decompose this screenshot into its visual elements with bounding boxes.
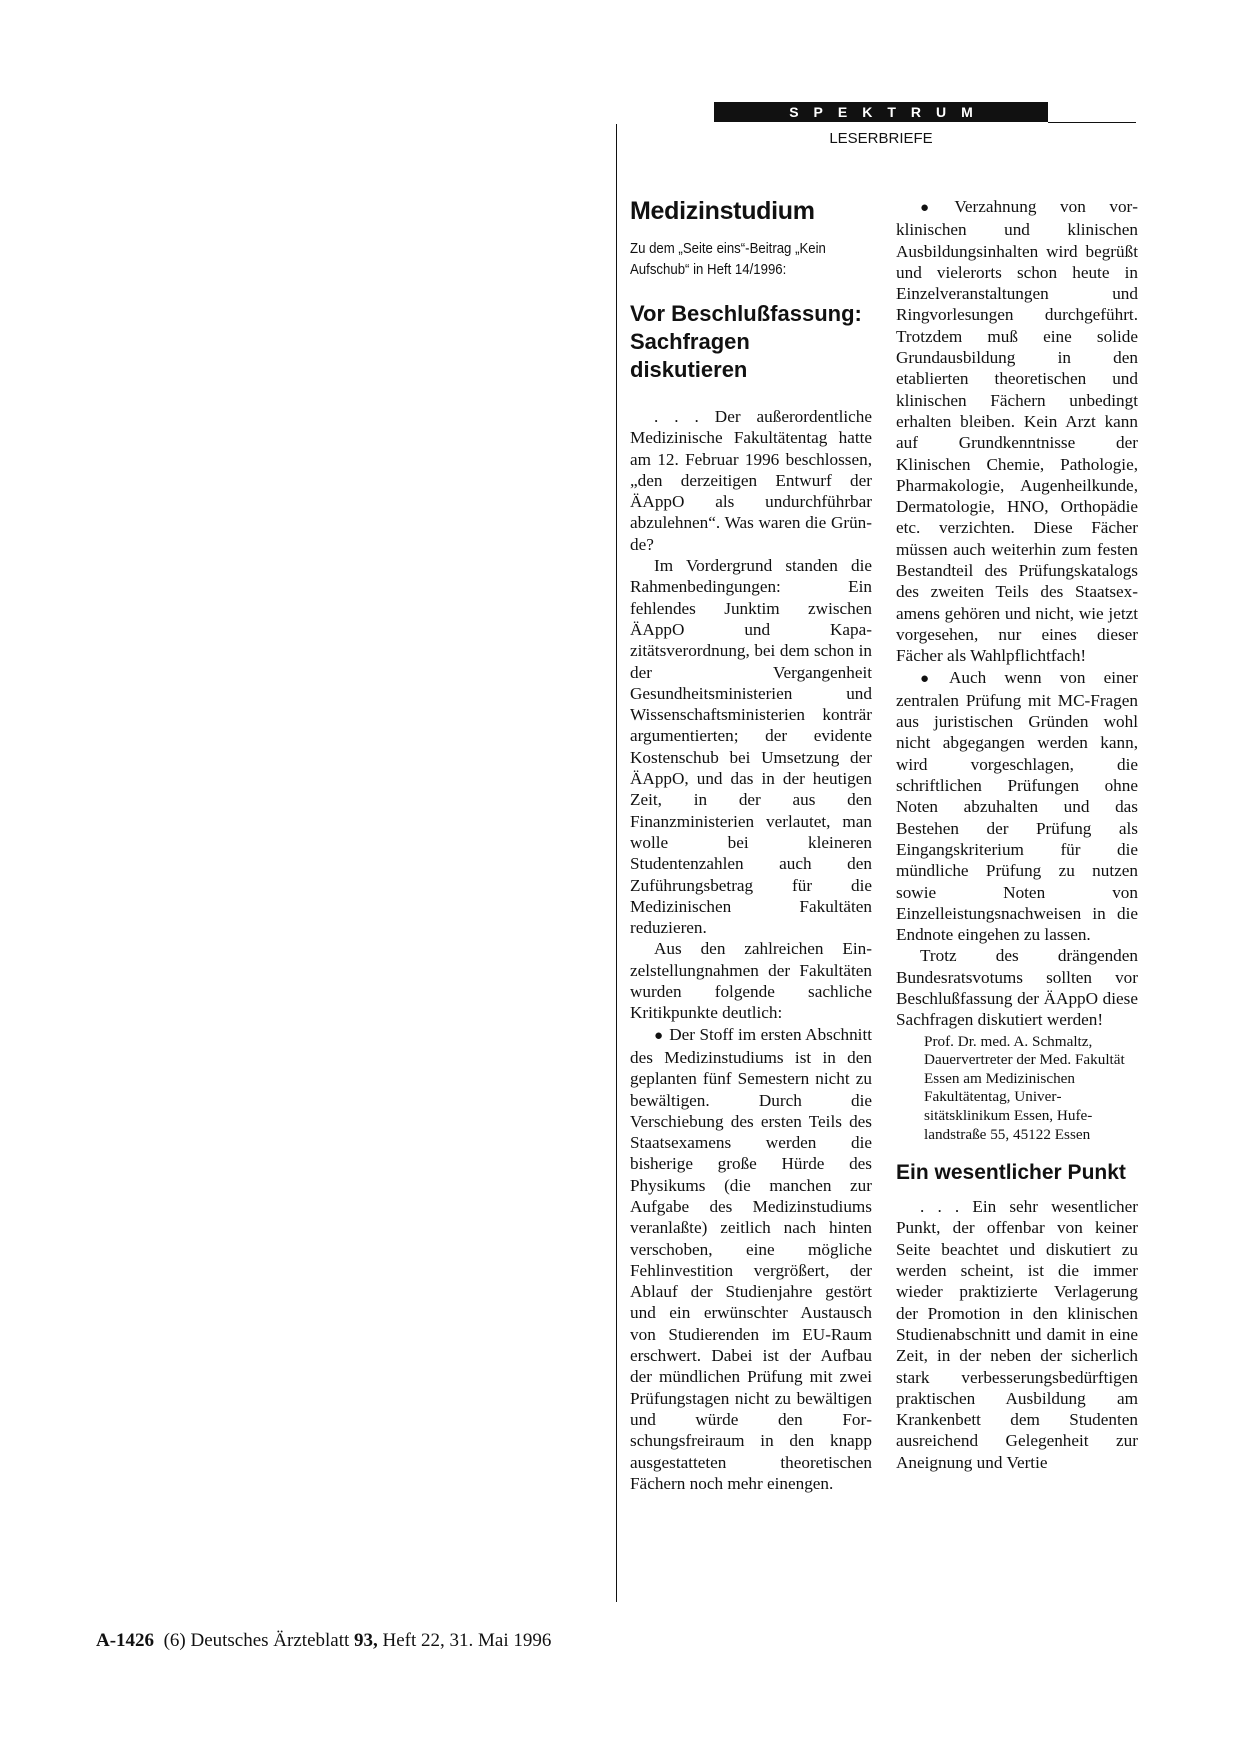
paragraph: . . . Ein sehr wesentlicher Punkt, der offenbar von keiner Seite beachtet und diskutiert zu werden scheint, ist die immer wieder praktizierte Verlagerung der Promotion in den klinischen Studienabschnitt und damit in eine Zeit, in der neben der sicherlich stark verbesserungsbedürftigen praktischen Ausbildung am Krankenbett dem Studenten ausreichend Gelegenheit zur Aneignung und Vertie bbox=[896, 1197, 1138, 1472]
issue-date: Heft 22, 31. Mai 1996 bbox=[382, 1630, 552, 1651]
column-divider bbox=[616, 124, 617, 1602]
paragraph: Aus den zahlreichen Einzelstellungnahmen der Fakultäten wurden folgende sachliche Kritikpunkte deutlich: bbox=[630, 939, 872, 1023]
subsection-title: LESERBRIEFE bbox=[829, 130, 933, 147]
paragraph: . . . Der außerordentliche Medizinische Fakultätentag hatte am 12. Februar 1996 beschlossen, „den derzeitigen Entwurf der ÄAppO als undurchführbar abzulehnen“. Was waren die Gründe? bbox=[630, 407, 872, 554]
bullet-paragraph: ● Auch wenn von einer zentralen Prüfung mit MC-Fragen aus juristischen Gründen wohl nicht abgegangen werden kann, wird vorgeschlagen, die schriftlichen Prüfungen ohne Noten abzuhalten und das Bestehen der Prüfung als Eingangskriterium für die mündliche Prüfung zu nutzen sowie Noten von Einzelleistungsnachweisen in die Endnote eingehen zu lassen. bbox=[896, 667, 1138, 946]
bullet-paragraph: ● Der Stoff im ersten Abschnitt des Medizinstudiums ist in den geplanten fünf Semestern nicht zu bewältigen. Durch die Verschiebung des ersten Teils des Staatsexamens werden die bisherige große Hürde des Physikums (die manchen zur Aufgabe des Medizinstudiums veranlaßte) zeitlich nach hinten verschoben, eine mögliche Fehlinvestition vergrößert, der Ablauf der Studienjahre gestört und ein erwünschter Austausch von Studierenden im EU-Raum erschwert. Dabei ist der Aufbau der mündlichen Prüfung mit zwei Prüfungstagen nicht zu bewältigen und würde den Forschungsfreiraum in den knapp ausgestatteten theoretischen Fächern noch mehr einengen. bbox=[630, 1024, 872, 1495]
topic-heading: Medizinstudium bbox=[630, 197, 815, 225]
masthead-rule bbox=[1048, 122, 1136, 123]
section-banner bbox=[714, 102, 1048, 122]
page-footer bbox=[96, 1630, 551, 1652]
paragraph: Im Vordergrund standen die Rahmenbedingungen: Ein fehlendes Junktim zwischen ÄAppO und Kapazitätsverordnung, bei dem schon in der Vergangenheit Gesundheitsministerien und Wissenschaftsministerien konträr argumentierten; der evidente Kostenschub bei Umsetzung der ÄAppO, und das in der heutigen Zeit, in der aus den Finanzministerien verlautet, man wolle bei kleineren Studentenzahlen auch den Zuführungsbetrag für die Medizinischen Fakultäten reduzieren. bbox=[630, 556, 872, 938]
section-title: SPEKTRUM bbox=[789, 104, 988, 120]
page-number: A-1426 bbox=[96, 1630, 155, 1651]
publication-name: (6) Deutsches Ärzteblatt bbox=[163, 1630, 350, 1651]
paragraph: Trotz des drängenden Bundesratsvotums sollten vor Beschlußfassung der ÄAppO diese Sachfragen diskutiert werden! bbox=[896, 946, 1138, 1030]
letter-headline: Ein wesentlicher Punkt bbox=[896, 1161, 1126, 1185]
column-left bbox=[630, 196, 872, 1494]
letter-signature: Prof. Dr. med. A. Schmaltz, Dauervertreter der Med. Fakultät Essen am Medizinischen Fakultätentag, Universitätsklinikum Essen, Hufelandstraße 55, 45122 Essen bbox=[924, 1032, 1125, 1143]
bullet-paragraph: ● Verzahnung von vorklinischen und klinischen Ausbildungsinhalten wird begrüßt und vielerorts schon heute in Einzelveranstaltungen und Ringvorlesungen durchgeführt. Trotzdem muß eine solide Grundausbildung in den etablierten theoretischen und klinischen Fächern unbedingt erhalten bleiben. Kein Arzt kann auf Grundkenntnisse der Klinischen Chemie, Pathologie, Pharmakologie, Augenheilkunde, Dermatologie, HNO, Orthopädie etc. verzichten. Diese Fächer müssen auch weiterhin zum festen Bestandteil des Prüfungskatalogs des zweiten Teils des Staatsexamens gehören und nicht, wie jetzt vorgesehen, nur eines dieser Fächer als Wahlpflichtfach! bbox=[896, 196, 1138, 667]
volume-number: 93, bbox=[354, 1630, 378, 1651]
column-right bbox=[896, 196, 1138, 1473]
article-reference: Zu dem „Seite eins“-Beitrag „Kein Aufschub“ in Heft 14/1996: bbox=[630, 240, 826, 278]
letter-headline: Vor Beschlußfassung: Sachfragen diskutieren bbox=[630, 301, 862, 382]
